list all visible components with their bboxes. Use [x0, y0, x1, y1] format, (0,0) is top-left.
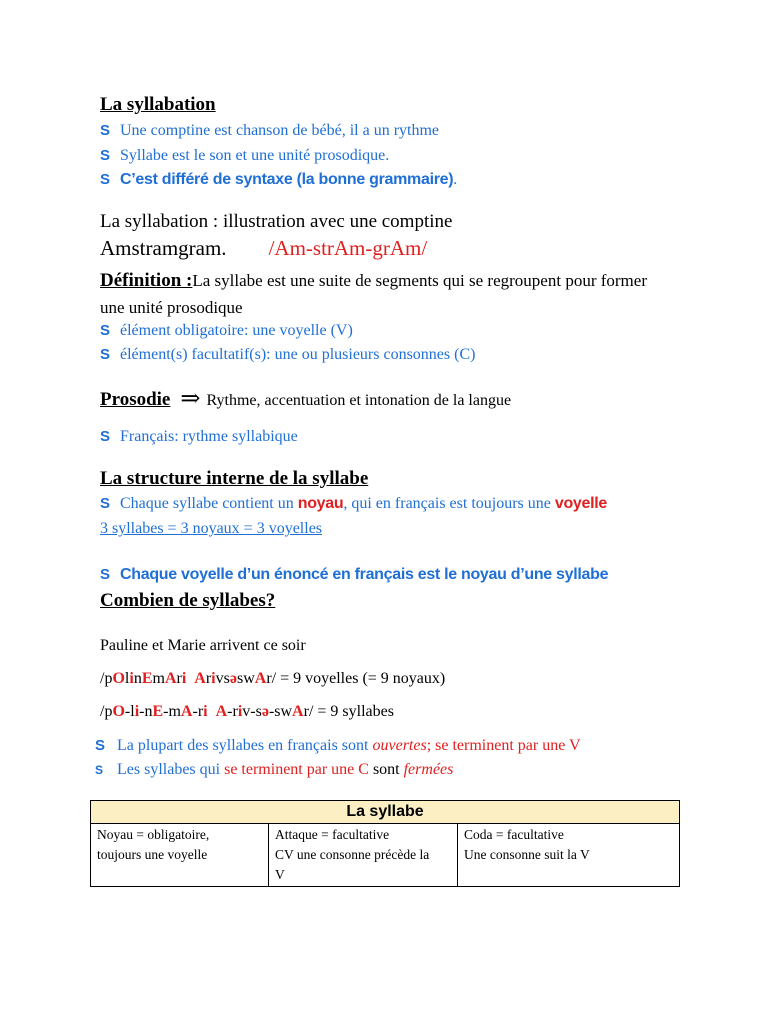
list-item: [95, 761, 453, 779]
bullet-icon: S: [95, 763, 104, 777]
list-item-text: ; se terminent par une V: [426, 737, 581, 754]
section-title-combien: Combien de syllabes?: [100, 590, 276, 611]
keyword-noyau: noyau: [297, 495, 344, 512]
keyword-fermees: fermées: [403, 761, 454, 778]
list-item-text: C’est différé de syntaxe (la bonne grammaire): [120, 171, 454, 188]
list-item-text: Français: rythme syllabique: [120, 428, 298, 445]
list-item: [95, 737, 581, 755]
equation-text: 3 syllabes = 3 noyaux = 3 voyelles: [100, 520, 323, 537]
list-item: [100, 122, 439, 140]
comptine-transcription: /Am-strAm-grAm/: [268, 236, 428, 260]
bullet-icon: S: [100, 495, 111, 512]
prosodie-line: [100, 383, 511, 412]
comptine-line: [100, 236, 427, 261]
list-item: [100, 322, 353, 340]
definition-label: Définition :: [100, 270, 193, 291]
prosodie-text: Rythme, accentuation et intonation de la langue: [206, 392, 512, 409]
section-title-syllabation: La syllabation: [100, 94, 216, 115]
table-cell-coda: Coda = facultative Une consonne suit la V: [458, 824, 680, 887]
list-item-text: sont: [368, 761, 404, 778]
list-item-period: .: [453, 171, 458, 188]
transcription-syllabes: /pO-li-nE-mA-ri A-riv-sə-swAr/ = 9 syllabes: [100, 703, 394, 720]
bullet-icon: S: [100, 322, 111, 339]
list-item-text: élément(s) facultatif(s): une ou plusieurs consonnes (C): [120, 346, 476, 363]
table-header-row: [91, 801, 680, 824]
list-item-text: Les syllabes qui: [117, 761, 225, 778]
keyword-ouvertes: ouvertes: [372, 737, 427, 754]
table-cell-attaque: Attaque = facultative CV une consonne précède la V: [269, 824, 458, 887]
table-cell-noyau: Noyau = obligatoire, toujours une voyelle: [91, 824, 269, 887]
list-item: [100, 428, 298, 446]
list-item-text: La plupart des syllabes en français sont: [117, 737, 373, 754]
table-header: La syllabe: [91, 801, 680, 824]
table-row: [91, 824, 680, 887]
list-item: [100, 495, 607, 513]
keyword-voyelle: voyelle: [554, 495, 608, 512]
definition-text: La syllabe est une suite de segments qui se regroupent pour former: [192, 271, 647, 290]
list-item-text: Chaque voyelle d’un énoncé en français est le noyau d’une syllabe: [120, 566, 609, 583]
section-title-structure: La structure interne de la syllabe: [100, 468, 369, 489]
bullet-icon: S: [100, 346, 111, 363]
syllabe-table: [90, 800, 680, 887]
transcription-voyelles: /pOlinEmAri ArivsəswAr/ = 9 voyelles (= 9 noyaux): [100, 670, 446, 687]
definition-text-cont: une unité prosodique: [100, 298, 243, 317]
implies-arrow-icon: ⇒: [180, 386, 201, 412]
list-item-text: se terminent par une C: [224, 761, 369, 778]
bullet-icon: S: [100, 171, 111, 188]
bullet-icon: S: [100, 428, 111, 445]
bullet-icon: S: [95, 737, 106, 754]
illustration-line: La syllabation : illustration avec une comptine: [100, 211, 453, 232]
list-item-text: Syllabe est le son et une unité prosodique.: [120, 147, 390, 164]
list-item: [100, 171, 457, 189]
bullet-icon: S: [100, 566, 111, 583]
list-item-text: Chaque syllabe contient un: [120, 495, 298, 512]
definition-line: [100, 270, 647, 292]
list-item: [100, 147, 389, 165]
comptine-word: Amstramgram.: [100, 236, 227, 260]
list-item: [100, 346, 475, 364]
bullet-icon: S: [100, 122, 111, 139]
prosodie-label: Prosodie: [100, 389, 171, 410]
list-item-text: Une comptine est chanson de bébé, il a un rythme: [120, 122, 440, 139]
list-item-text: , qui en français est toujours une: [343, 495, 555, 512]
list-item-text: élément obligatoire: une voyelle (V): [120, 322, 353, 339]
bullet-icon: S: [100, 147, 111, 164]
example-sentence: Pauline et Marie arrivent ce soir: [100, 637, 306, 654]
list-item: [100, 566, 608, 584]
